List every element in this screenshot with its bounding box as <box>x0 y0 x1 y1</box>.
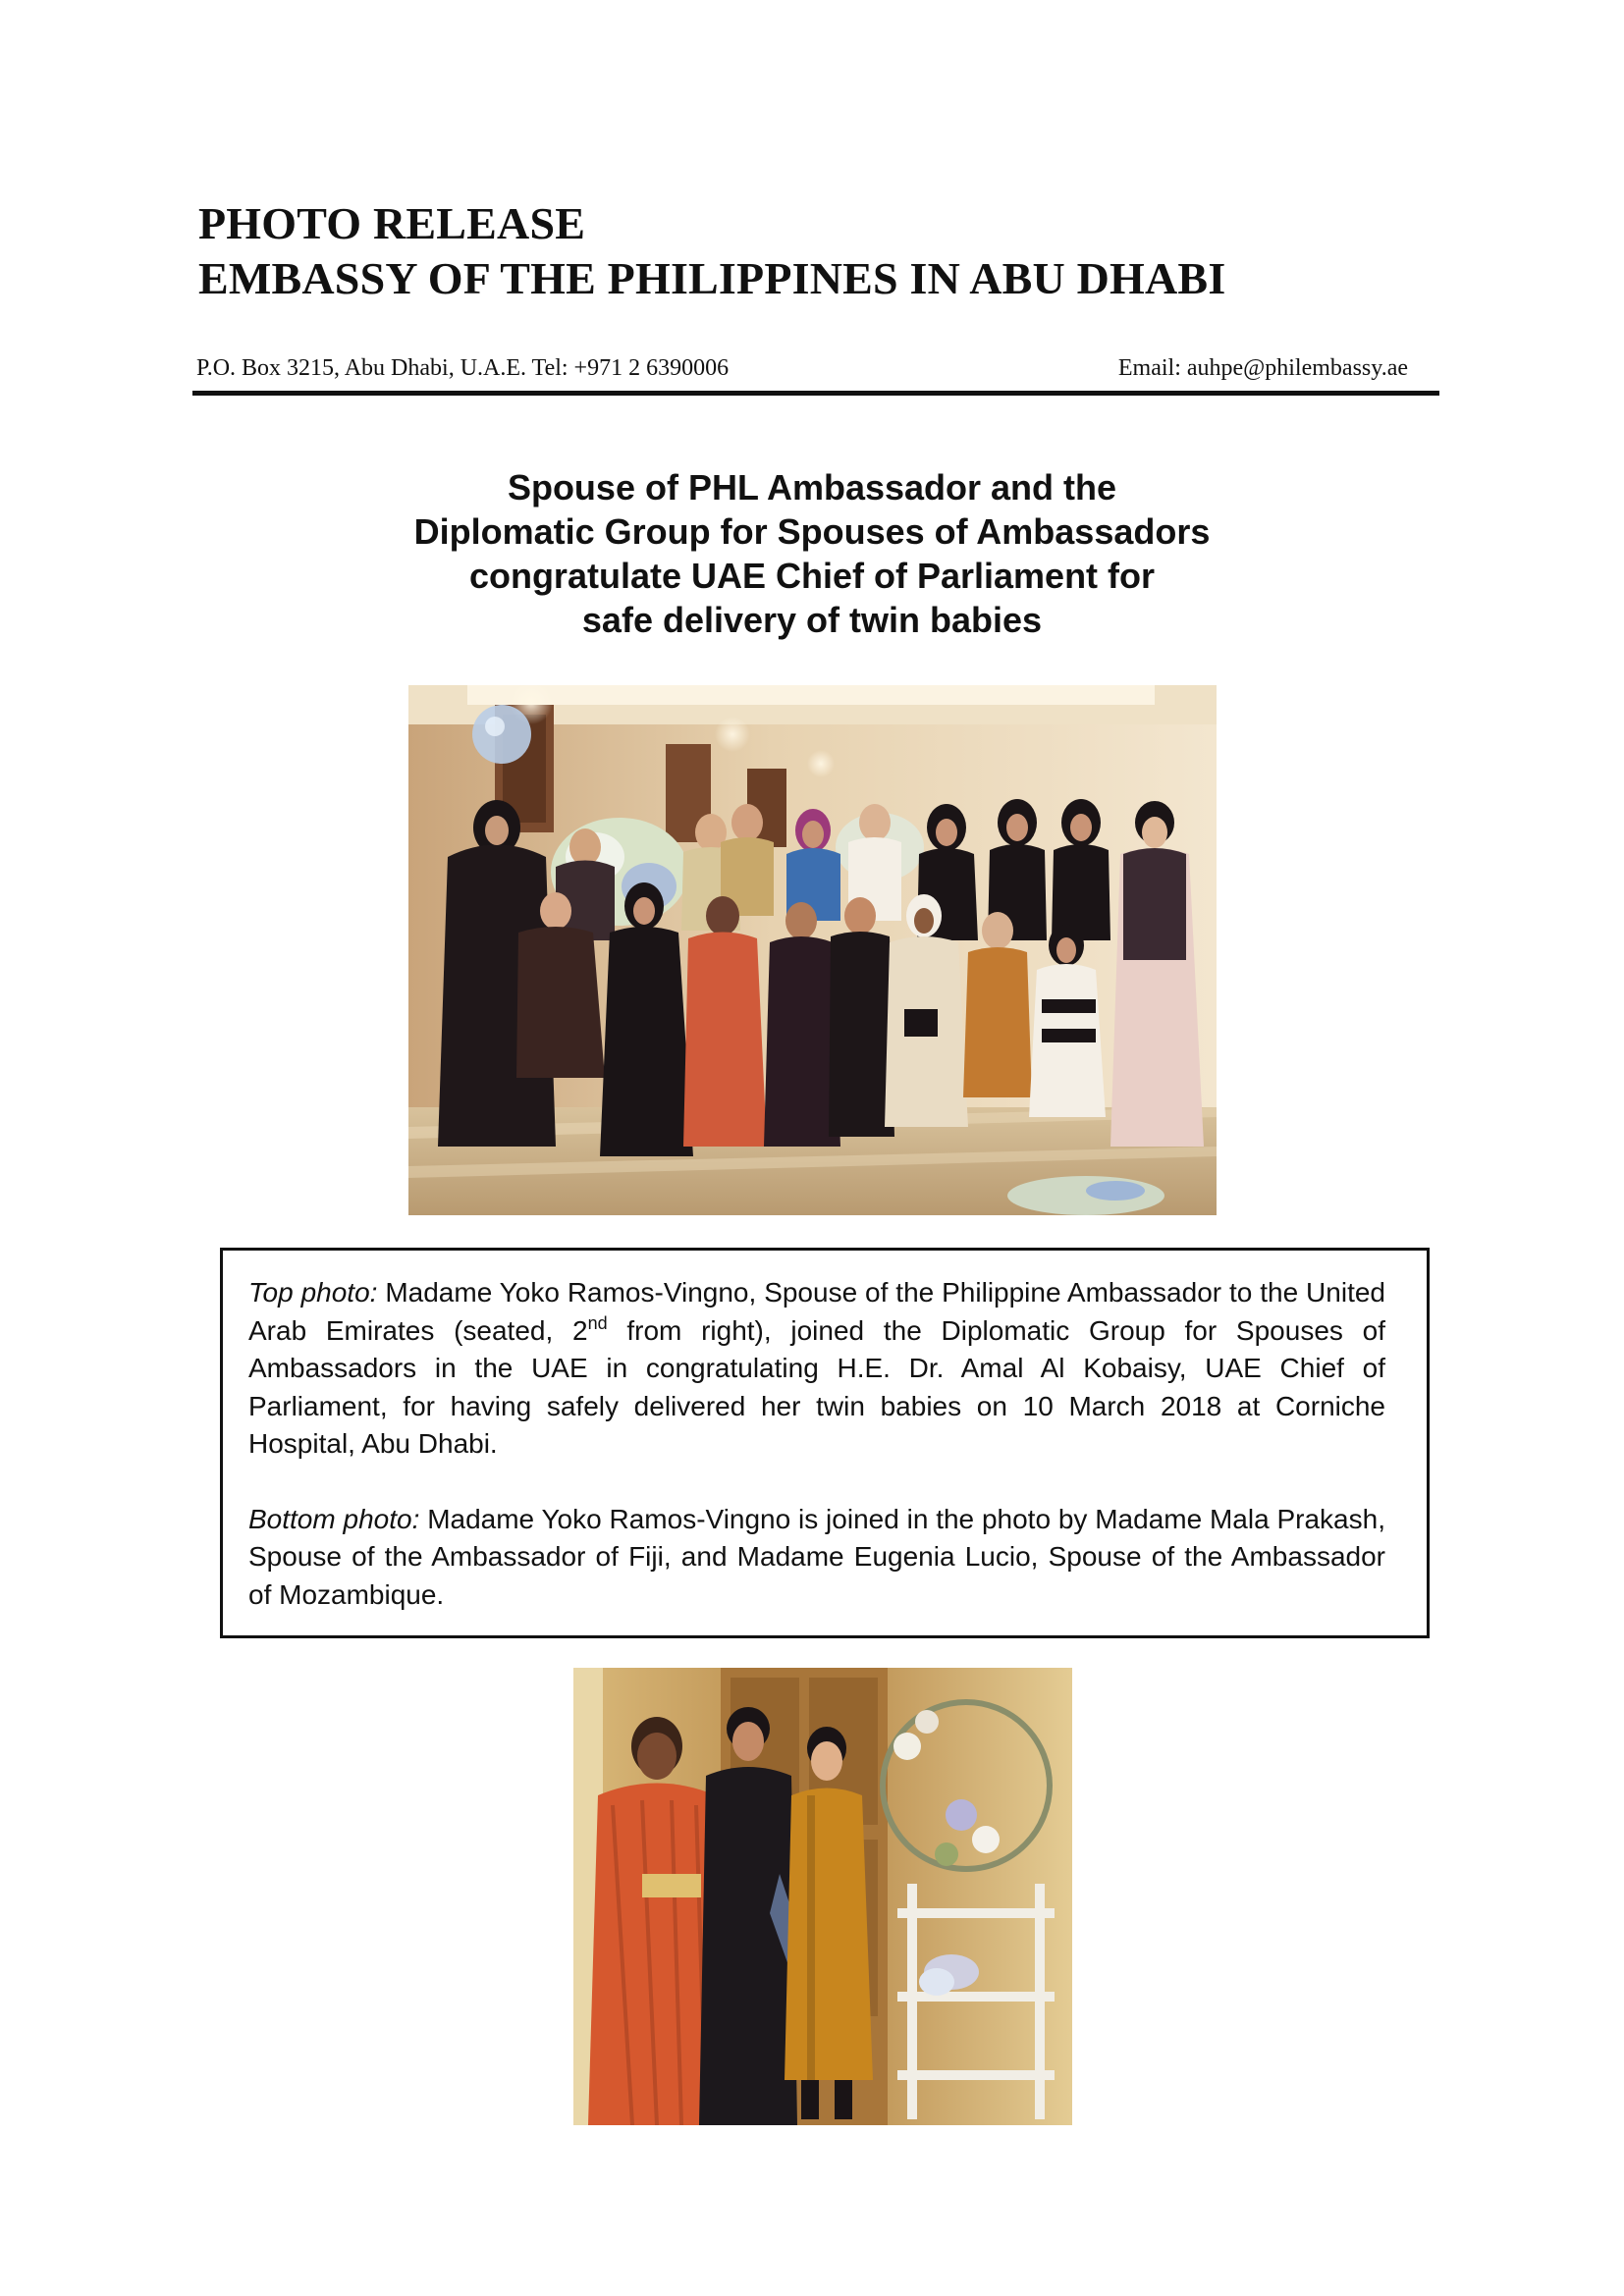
address-and-phone: P.O. Box 3215, Abu Dhabi, U.A.E. Tel: +971 2 6390006 <box>196 355 730 381</box>
bottom-caption-text: Madame Yoko Ramos-Vingno is joined in the photo by Madame Mala Prakash, Spouse of the Ambassador of Fiji, and Madame Eugenia Lucio, Spouse of the Ambassador of Mozambique. <box>248 1503 1385 1610</box>
trio-photo-illustration <box>573 1668 1072 2125</box>
top-photo-caption <box>248 1274 1385 1464</box>
header-line-embassy: EMBASSY OF THE PHILIPPINES IN ABU DHABI <box>198 253 1226 303</box>
ordinal-suffix: nd <box>587 1312 608 1333</box>
release-header <box>198 196 1225 306</box>
top-caption-text-part1: Madame Yoko Ramos-Vingno, Spouse of the Philippine Ambassador to the United Arab Emirates (seated, 2 <box>248 1277 1385 1346</box>
headline <box>295 465 1329 642</box>
top-group-photo <box>408 685 1217 1215</box>
top-caption-text-part2: from right), joined the Diplomatic Group for Spouses of Ambassadors in the UAE in congratulating H.E. Dr. Amal Al Kobaisy, UAE Chief of Parliament, for having safely delivered her twin babies on 10 March 2018 at Corniche Hospital, Abu Dhabi. <box>248 1314 1385 1459</box>
headline-line-2: Diplomatic Group for Spouses of Ambassadors <box>413 511 1211 552</box>
top-photo-label: Top photo: <box>248 1277 378 1308</box>
header-divider <box>192 391 1439 396</box>
headline-line-3: congratulate UAE Chief of Parliament for <box>468 556 1156 596</box>
bottom-trio-photo <box>573 1668 1072 2125</box>
bottom-photo-label: Bottom photo: <box>248 1503 420 1534</box>
email-address: Email: auhpe@philembassy.ae <box>1117 355 1408 381</box>
headline-line-1: Spouse of PHL Ambassador and the <box>507 467 1117 507</box>
headline-line-4: safe delivery of twin babies <box>581 600 1043 640</box>
bottom-photo-caption <box>248 1501 1385 1615</box>
header-line-photo-release: PHOTO RELEASE <box>198 198 586 248</box>
group-photo-illustration <box>408 685 1217 1215</box>
contact-line <box>194 353 1437 383</box>
photo-caption-box <box>220 1248 1430 1638</box>
